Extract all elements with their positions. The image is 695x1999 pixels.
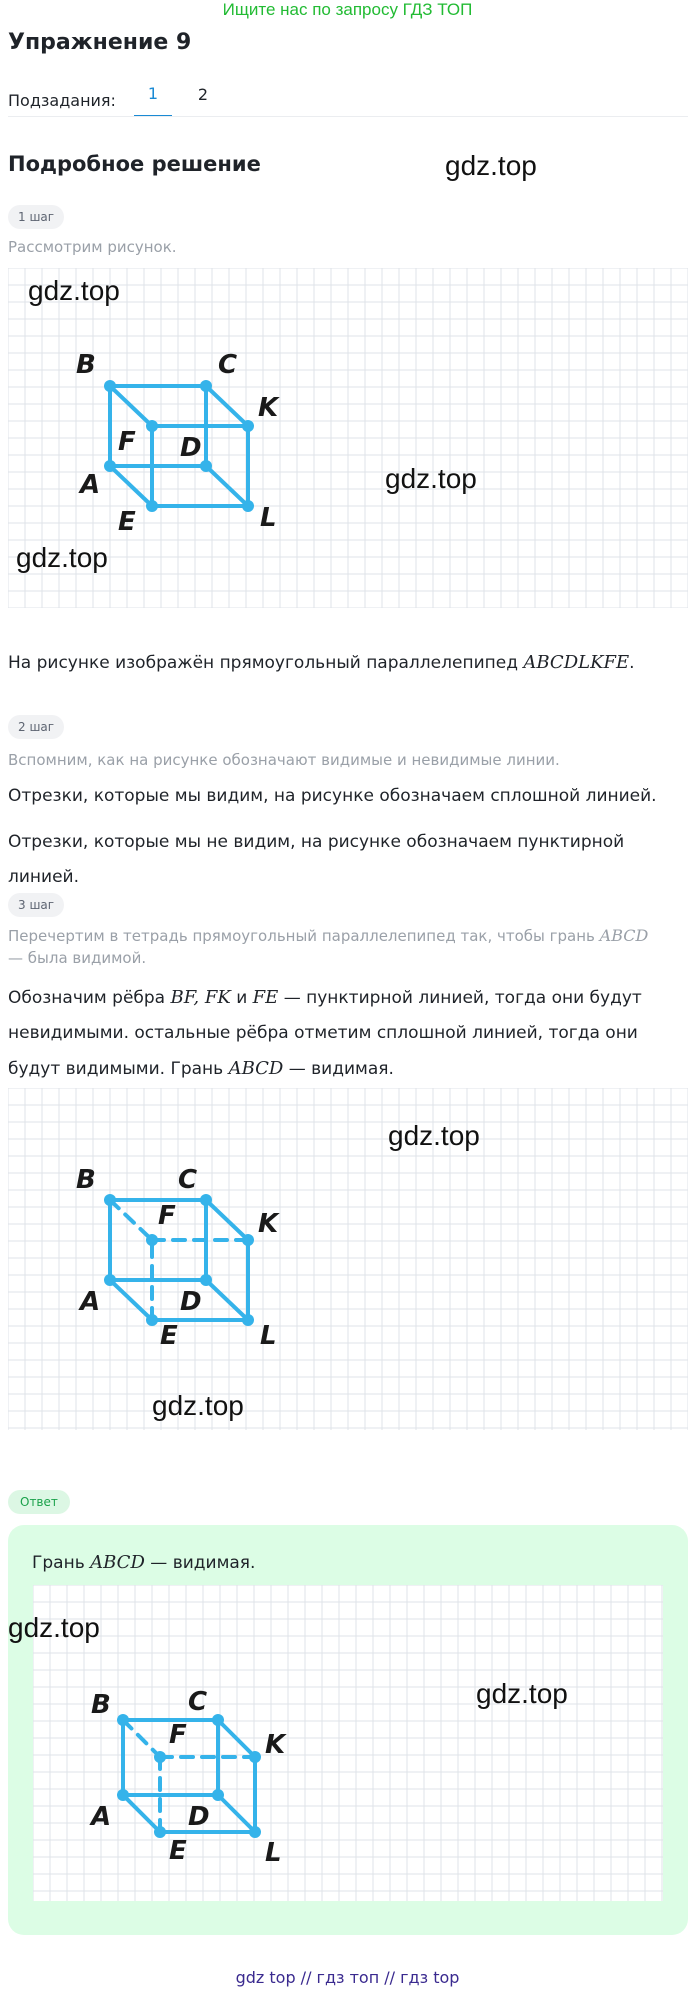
vertex-a bbox=[104, 460, 116, 472]
vertex-f bbox=[154, 1751, 166, 1763]
vertex-b bbox=[104, 380, 116, 392]
vertex-label-f: F bbox=[158, 1201, 176, 1231]
vertex-b bbox=[117, 1714, 129, 1726]
vertex-label-e: E bbox=[169, 1836, 187, 1866]
vertex-l bbox=[242, 500, 254, 512]
watermark: gdz.top bbox=[385, 463, 477, 494]
vertex-label-f: F bbox=[118, 427, 136, 457]
subtasks-label: Подзадания: bbox=[8, 91, 116, 110]
vertex-label-a: A bbox=[80, 1287, 101, 1317]
vertex-b bbox=[104, 1194, 116, 1206]
figure-answer bbox=[33, 1585, 663, 1901]
figure-1 bbox=[8, 268, 688, 608]
watermark: gdz.top bbox=[388, 1120, 480, 1151]
vertex-label-l: L bbox=[265, 1838, 282, 1868]
watermark: gdz.top bbox=[476, 1678, 568, 1709]
watermark: gdz.top bbox=[152, 1390, 244, 1421]
step-badge-1: 1 шаг bbox=[8, 205, 64, 229]
subtask-tab-2[interactable]: 2 bbox=[197, 85, 209, 104]
vertex-label-b: B bbox=[76, 1165, 96, 1195]
vertex-label-a: A bbox=[91, 1802, 112, 1832]
subtask-tab-1[interactable]: 1 bbox=[134, 84, 172, 117]
step-2-line-1: Отрезки, которые мы видим, на рисунке обозначаем сплошной линией. bbox=[8, 786, 657, 806]
footer-links[interactable]: gdz top // гдз топ // гдз top bbox=[235, 1968, 460, 1987]
vertex-label-b: B bbox=[91, 1690, 111, 1720]
vertex-label-l: L bbox=[260, 1321, 277, 1351]
vertex-label-c: C bbox=[178, 1165, 198, 1195]
vertex-k bbox=[242, 420, 254, 432]
vertex-label-l: L bbox=[260, 503, 277, 533]
vertex-d bbox=[200, 460, 212, 472]
vertex-c bbox=[200, 1194, 212, 1206]
subtasks-bar bbox=[8, 84, 222, 117]
vertex-f bbox=[146, 420, 158, 432]
step-hint-3: Перечертим в тетрадь прямоугольный параллелепипед так, чтобы грань ABCD — была видимой. bbox=[8, 926, 649, 967]
vertex-label-k: K bbox=[265, 1730, 286, 1760]
vertex-k bbox=[242, 1234, 254, 1246]
math-formula: ABCDLKFE bbox=[523, 652, 630, 673]
vertex-label-e: E bbox=[118, 507, 136, 537]
step-1-text: На рисунке изображён прямоугольный параллелепипед ABCDLKFE. bbox=[8, 652, 635, 673]
step-2-line-2: Отрезки, которые мы не видим, на рисунке обозначаем пунктирной линией. bbox=[8, 832, 625, 887]
step-badge-2: 2 шаг bbox=[8, 715, 64, 739]
answer-badge: Ответ bbox=[8, 1490, 70, 1514]
search-banner[interactable]: Ищите нас по запросу ГДЗ ТОП bbox=[222, 0, 473, 19]
math-formula: ABCD bbox=[228, 1058, 284, 1079]
step-3-text: Обозначим рёбра BF, FK и FE — пунктирной линией, тогда они будут невидимыми. остальные рёбра отметим сплошной линией, тогда они будут видимыми. Грань ABCD — видимая. bbox=[8, 987, 642, 1079]
vertex-label-a: A bbox=[80, 470, 101, 500]
vertex-e bbox=[146, 1314, 158, 1326]
math-formula: ABCD bbox=[599, 926, 649, 945]
divider bbox=[8, 116, 688, 117]
vertex-label-c: C bbox=[188, 1687, 208, 1717]
math-formula: ABCD bbox=[90, 1552, 145, 1573]
figure-2 bbox=[8, 1088, 688, 1430]
vertex-c bbox=[200, 380, 212, 392]
vertex-l bbox=[242, 1314, 254, 1326]
vertex-k bbox=[249, 1751, 261, 1763]
section-title: Подробное решение bbox=[8, 152, 261, 176]
vertex-label-k: K bbox=[258, 1209, 279, 1239]
answer-text: Грань ABCD — видимая. bbox=[32, 1552, 256, 1573]
exercise-title: Упражнение 9 bbox=[8, 30, 192, 55]
vertex-d bbox=[212, 1789, 224, 1801]
vertex-e bbox=[146, 500, 158, 512]
vertex-label-k: K bbox=[258, 393, 279, 423]
vertex-d bbox=[200, 1274, 212, 1286]
step-badge-3: 3 шаг bbox=[8, 893, 64, 917]
vertex-label-b: B bbox=[76, 350, 96, 380]
vertex-e bbox=[154, 1826, 166, 1838]
step-hint-2: Вспомним, как на рисунке обозначают видимые и невидимые линии. bbox=[8, 751, 560, 769]
watermark: gdz.top bbox=[445, 150, 537, 181]
vertex-c bbox=[212, 1714, 224, 1726]
math-formula: FE bbox=[252, 987, 279, 1008]
grid-paper bbox=[33, 1585, 663, 1901]
vertex-a bbox=[117, 1789, 129, 1801]
watermark: gdz.top bbox=[8, 1612, 100, 1643]
vertex-label-c: C bbox=[218, 350, 238, 380]
vertex-l bbox=[249, 1826, 261, 1838]
watermark: gdz.top bbox=[16, 542, 108, 573]
watermark: gdz.top bbox=[28, 275, 120, 306]
vertex-label-e: E bbox=[160, 1321, 178, 1351]
vertex-f bbox=[146, 1234, 158, 1246]
math-formula: BF, FK bbox=[170, 987, 231, 1008]
vertex-label-d: D bbox=[180, 1287, 202, 1317]
step-hint-1: Рассмотрим рисунок. bbox=[8, 238, 177, 256]
vertex-label-d: D bbox=[180, 433, 202, 463]
vertex-label-d: D bbox=[188, 1802, 210, 1832]
vertex-a bbox=[104, 1274, 116, 1286]
vertex-label-f: F bbox=[169, 1720, 187, 1750]
